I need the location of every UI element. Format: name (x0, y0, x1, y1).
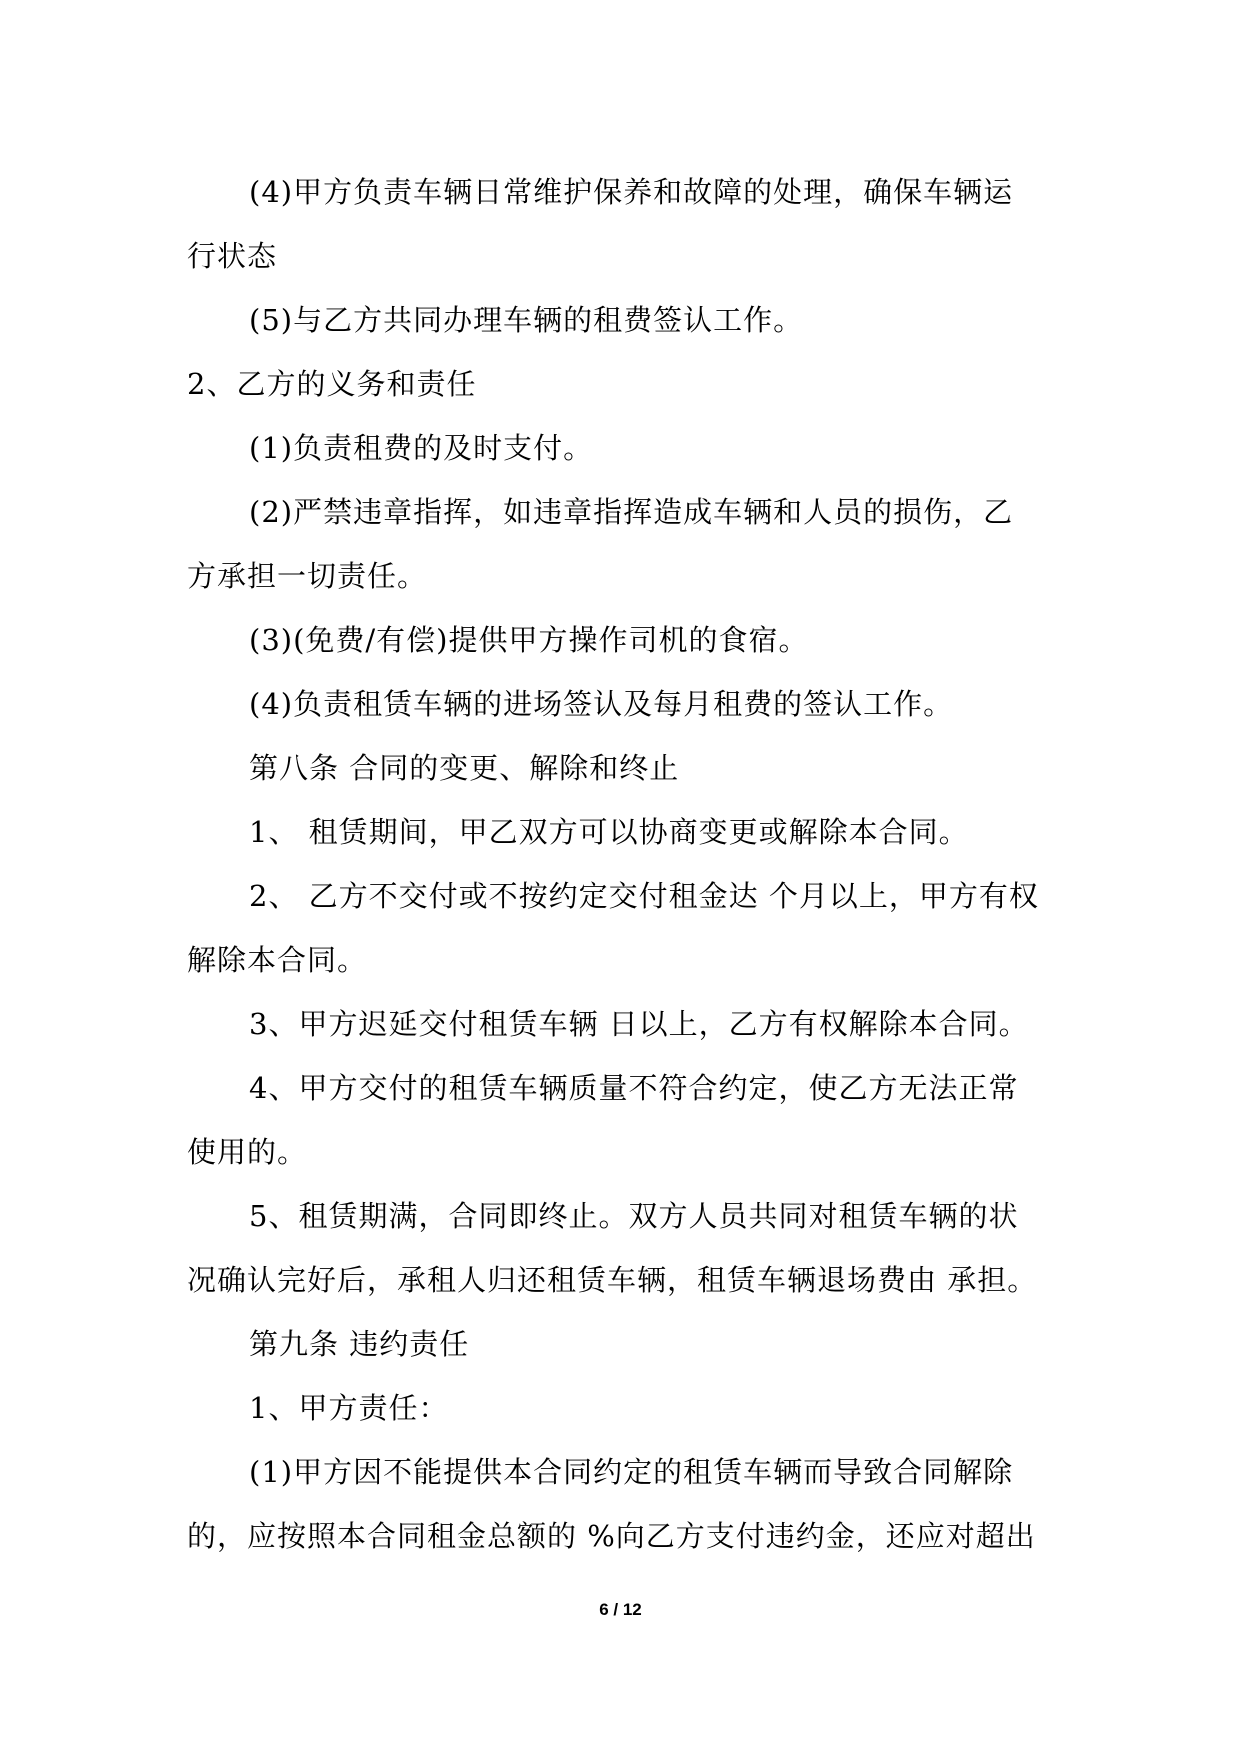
paragraph-line: (5)与乙方共同办理车辆的租费签认工作。 (249, 303, 804, 337)
section-heading: 2、乙方的义务和责任 (187, 367, 477, 401)
paragraph-line: (3)(免费/有偿)提供甲方操作司机的食宿。 (249, 623, 809, 657)
page-number: 6 / 12 (599, 1600, 642, 1619)
paragraph-line: (1)甲方因不能提供本合同约定的租赁车辆而导致合同解除 (249, 1455, 1014, 1489)
article-heading: 第八条 合同的变更、解除和终止 (249, 751, 680, 785)
paragraph-line: 方承担一切责任。 (187, 559, 428, 593)
paragraph-line: 3、甲方迟延交付租赁车辆 日以上，乙方有权解除本合同。 (249, 1007, 1029, 1041)
paragraph-line: 解除本合同。 (187, 943, 368, 977)
paragraph-line: 2、 乙方不交付或不按约定交付租金达 个月以上，甲方有权 (249, 879, 1039, 913)
article-heading: 第九条 违约责任 (249, 1327, 470, 1361)
paragraph-line: (4)甲方负责车辆日常维护保养和故障的处理，确保车辆运 (249, 175, 1014, 209)
contract-body (187, 160, 1059, 1568)
paragraph-line: 4、甲方交付的租赁车辆质量不符合约定，使乙方无法正常 (249, 1071, 1019, 1105)
section-heading: 1、甲方责任： (249, 1391, 449, 1425)
paragraph-line: (2)严禁违章指挥，如违章指挥造成车辆和人员的损伤，乙 (249, 495, 1014, 529)
paragraph-line: 的，应按照本合同租金总额的 %向乙方支付违约金，还应对超出 (187, 1519, 1036, 1553)
paragraph-line: 况确认完好后，承租人归还租赁车辆，租赁车辆退场费由 承担。 (187, 1263, 1038, 1297)
paragraph-line: (1)负责租费的及时支付。 (249, 431, 594, 465)
paragraph-line: 行状态 (187, 239, 278, 273)
paragraph-line: 5、租赁期满，合同即终止。双方人员共同对租赁车辆的状 (249, 1199, 1019, 1233)
paragraph-line: 使用的。 (187, 1135, 308, 1169)
paragraph-line: (4)负责租赁车辆的进场签认及每月租费的签认工作。 (249, 687, 954, 721)
paragraph-line: 1、 租赁期间，甲乙双方可以协商变更或解除本合同。 (249, 815, 969, 849)
